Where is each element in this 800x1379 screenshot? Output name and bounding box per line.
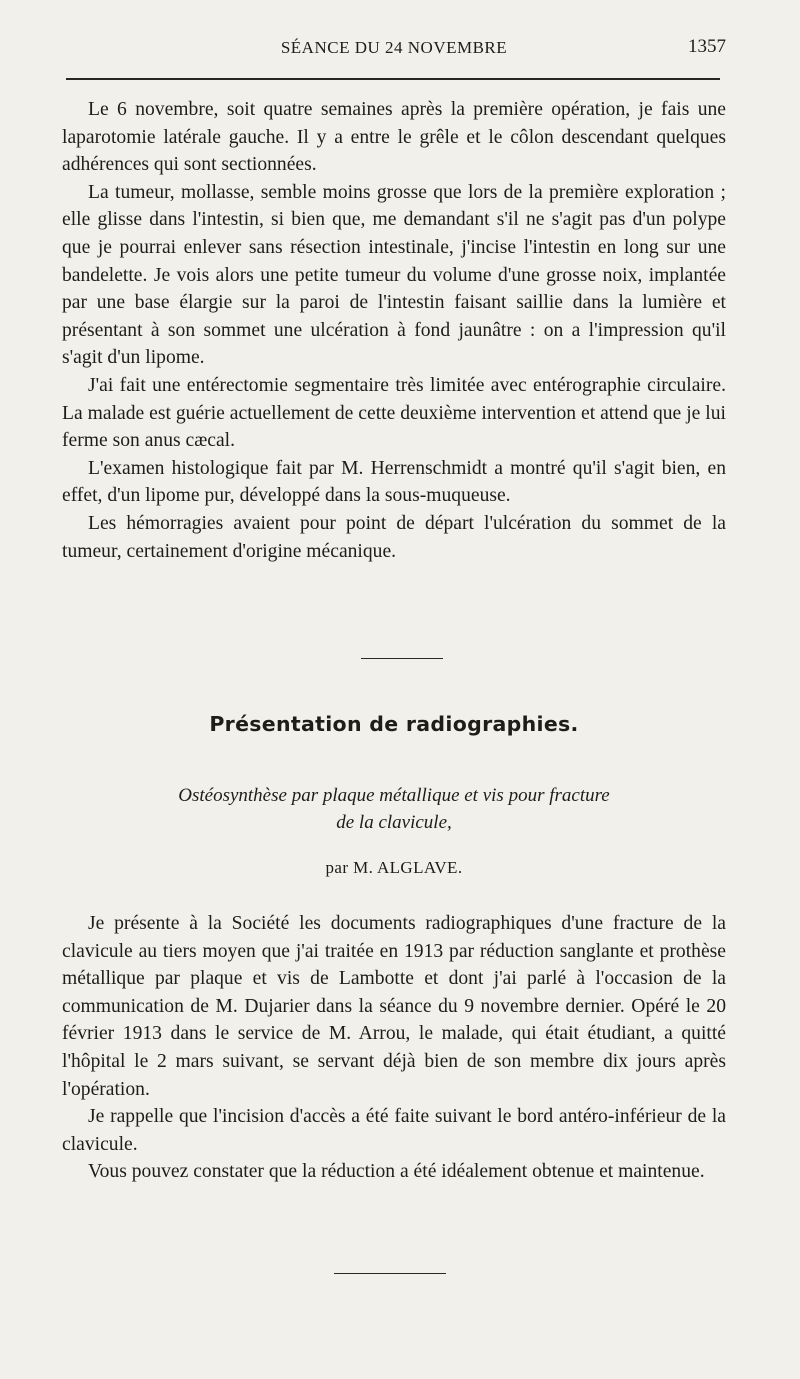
paragraph: Les hémorragies avaient pour point de départ l'ulcération du sommet de la tumeur, certainement d'origine mécanique. [62,512,726,562]
subtitle-line: Ostéosynthèse par plaque métallique et vis pour fracture [178,785,610,806]
section-title: Présentation de radiographies. [209,712,579,736]
section-divider [361,658,443,659]
paragraph: Je rappelle que l'incision d'accès a été faite suivant le bord antéro-inférieur de la clavicule. [62,1106,726,1155]
article-subtitle [62,782,726,836]
page-header [62,34,726,64]
end-rule [334,1273,446,1274]
first-section-body [62,96,726,565]
paragraph: L'examen histologique fait par M. Herrenschmidt a montré qu'il s'agit bien, en effet, d'un lipome pur, développé dans la sous-muqueuse. [62,457,726,507]
running-head: SÉANCE DU 24 NOVEMBRE [280,38,508,57]
article-author: par M. ALGLAVE. [325,858,463,877]
presentation-body [62,910,726,1186]
page-number: 1357 [688,36,726,57]
subtitle-line: de la clavicule, [336,812,452,833]
paragraph: Vous pouvez constater que la réduction a été idéalement obtenue et maintenue. [88,1161,705,1183]
paragraph: Je présente à la Société les documents radiographiques d'une fracture de la clavicule au tiers moyen que j'ai traitée en 1913 par réduction sanglante et prothèse métallique par plaque et vis de Lambotte et dont j'ai parlé à l'occasion de la communication de M. Dujarier dans la séance du 9 novembre dernier. Opéré le 20 février 1913 dans le service de M. Arrou, le malade, qui était étudiant, a quitté l'hôpital le 2 mars suivant, se servant déjà bien de son membre dix jours après l'opération. [62,913,726,1100]
header-rule [66,78,720,80]
paragraph: J'ai fait une entérectomie segmentaire très limitée avec entérographie circulaire. La malade est guérie actuellement de cette deuxième intervention et attend que je lui ferme son anus cæcal. [62,374,726,452]
paragraph: La tumeur, mollasse, semble moins grosse que lors de la première exploration ; elle glisse dans l'intestin, si bien que, me demandant s'il ne s'agit pas d'un polype que je pourrai enlever sans résection intestinale, j'incise l'intestin en long sur une bandelette. Je vois alors une petite tumeur du volume d'une grosse noix, implantée par une base élargie sur la paroi de l'intestin faisant saillie dans la lumière et présentant à son sommet une ulcération à fond jaunâtre : on a l'impression qu'il s'agit d'un lipome. [62,181,726,369]
paragraph: Le 6 novembre, soit quatre semaines après la première opération, je fais une laparotomie latérale gauche. Il y a entre le grêle et le côlon descendant quelques adhérences qui sont sectionnées. [62,99,726,176]
